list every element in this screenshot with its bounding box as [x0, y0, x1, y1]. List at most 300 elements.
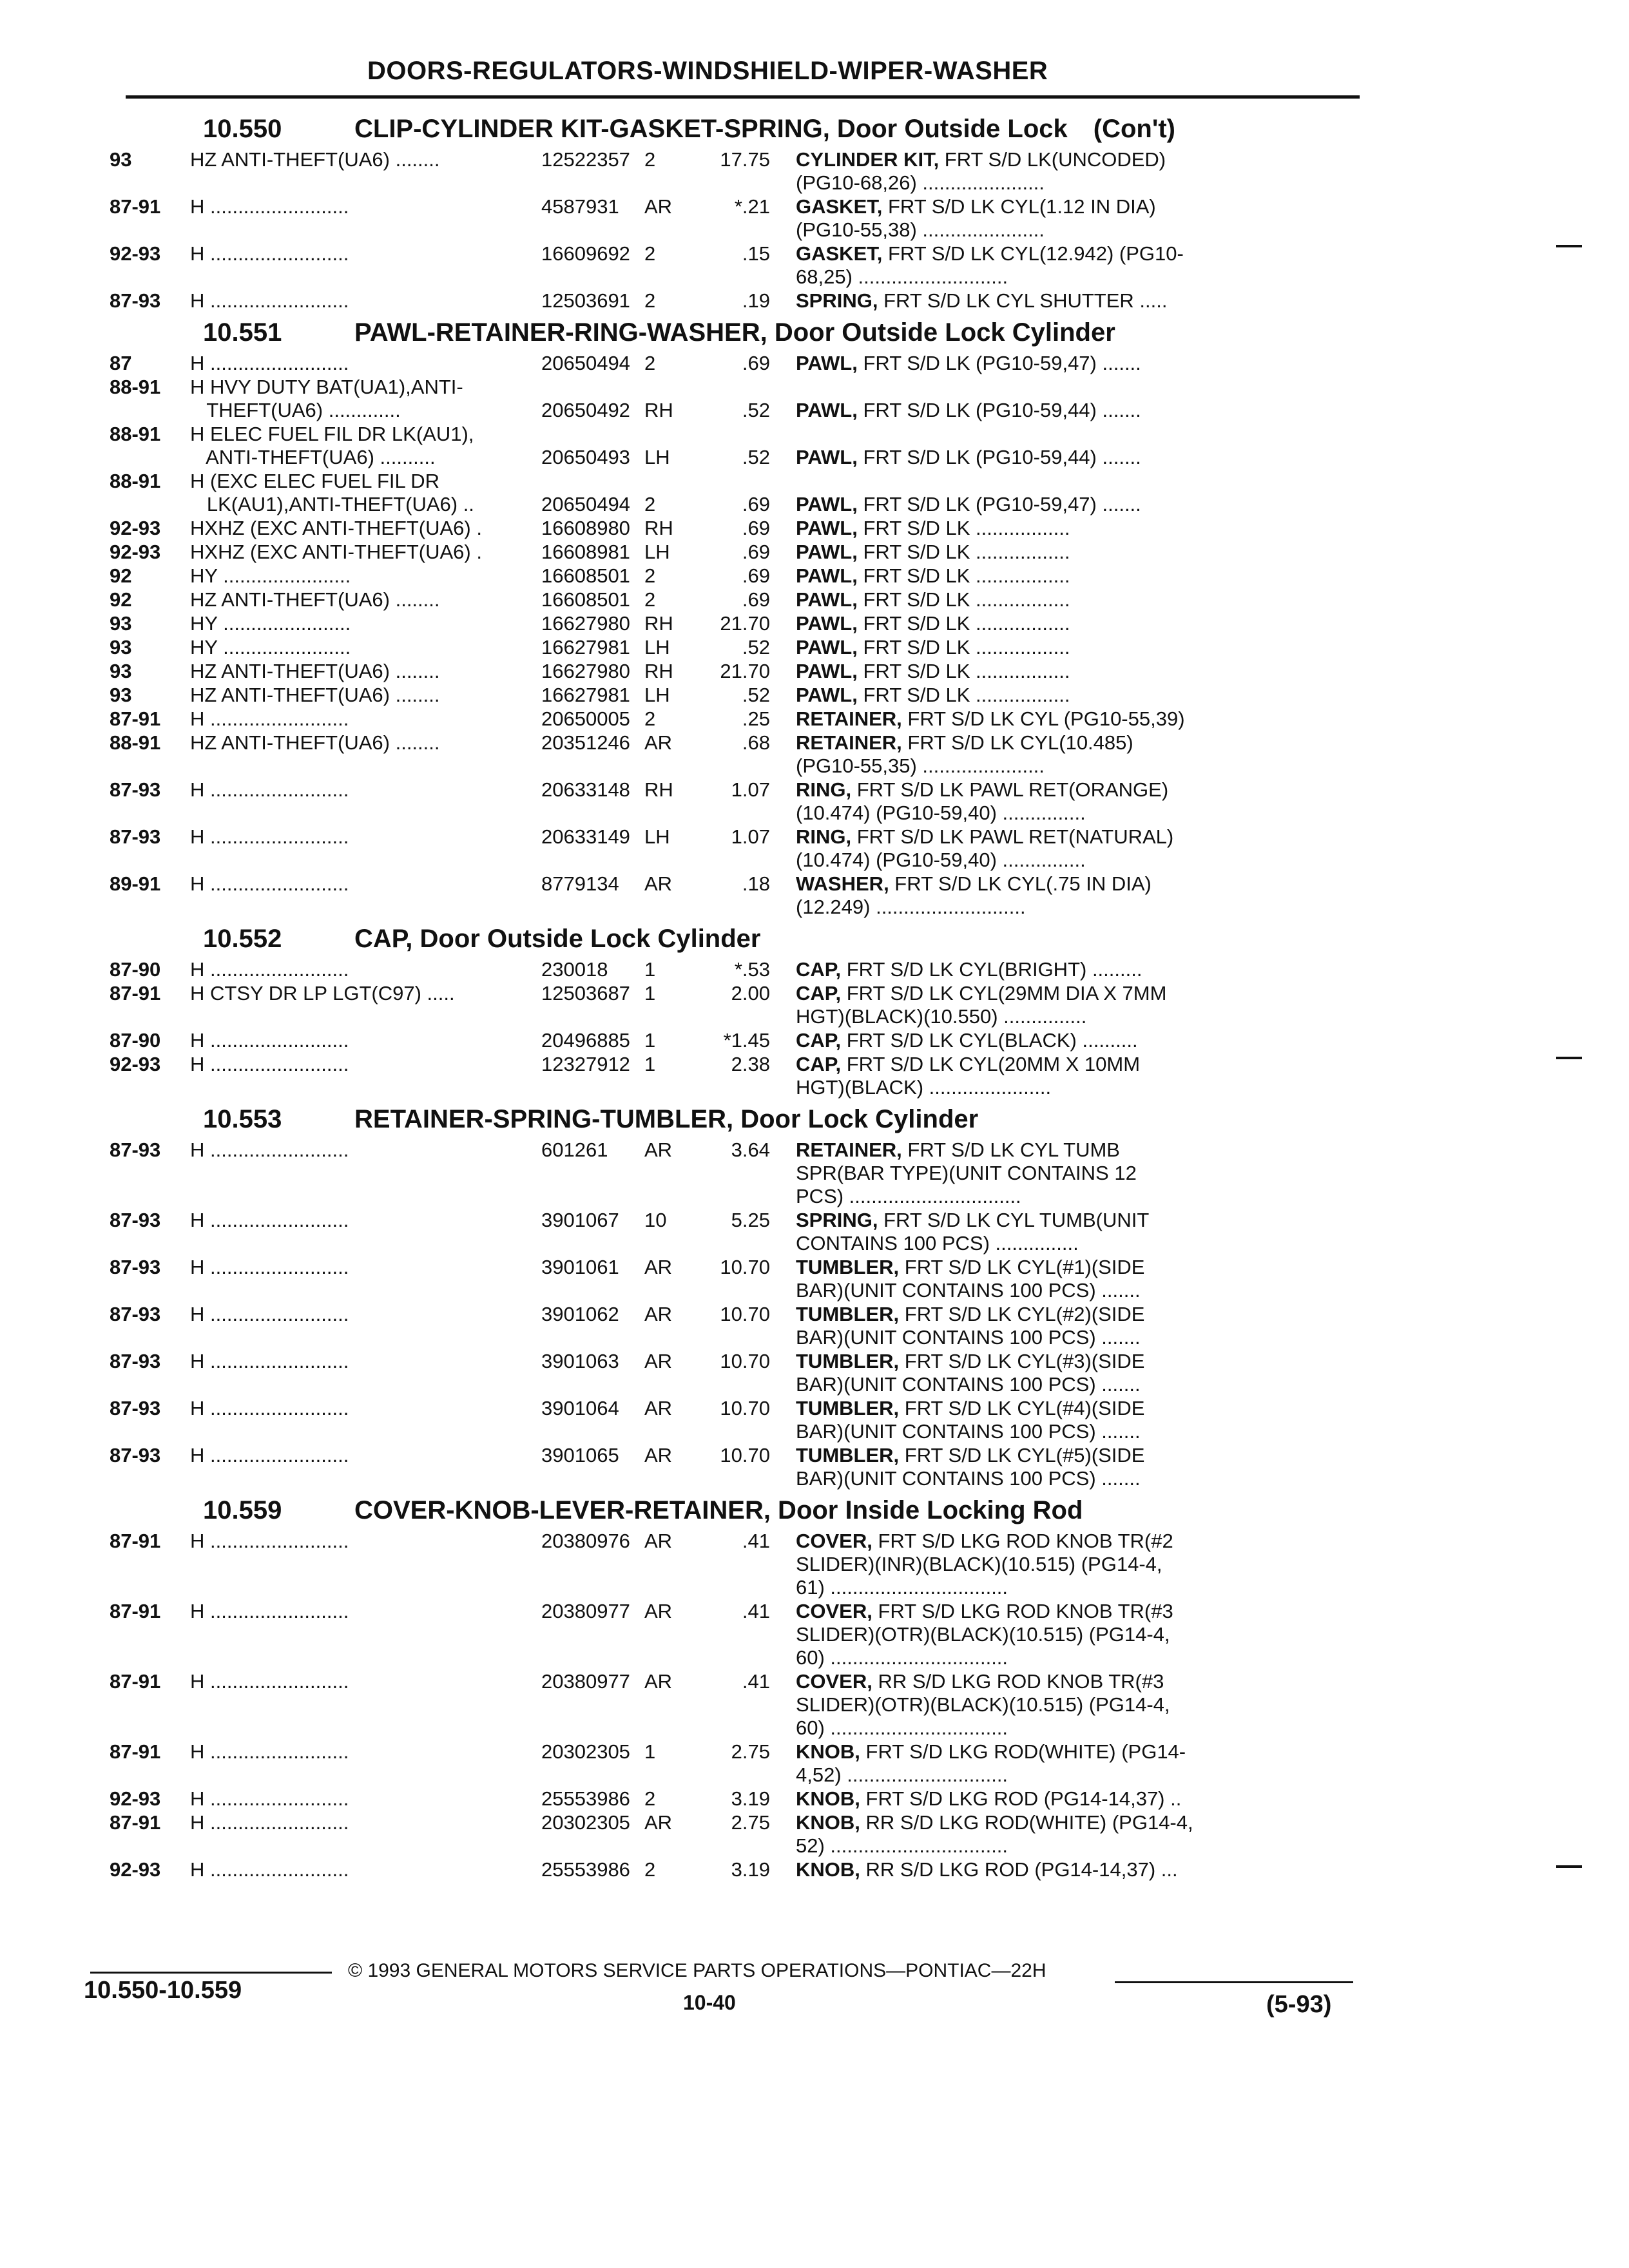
part-name: RING,: [796, 825, 852, 848]
part-number: 20650492: [541, 399, 630, 421]
part-number: 20496885: [541, 1029, 630, 1052]
section-number: 10.553: [203, 1105, 282, 1133]
part-name: TUMBLER,: [796, 1397, 900, 1419]
part-description: [796, 1053, 1360, 1099]
price: 5.25: [731, 1209, 770, 1231]
part-description: [796, 423, 1360, 469]
part-detail: FRT S/D LK (PG10-59,44) .......: [857, 399, 1141, 421]
part-name: RETAINER,: [796, 707, 902, 730]
quantity: LH: [644, 684, 670, 706]
part-number: 12522357: [541, 148, 630, 171]
application: H .........................: [190, 872, 349, 895]
model-years: 87-93: [110, 1350, 161, 1372]
model-years: 92-93: [110, 1858, 161, 1881]
footer-rule-left: [90, 1972, 332, 1974]
part-description: [796, 825, 1360, 872]
part-name: PAWL,: [796, 446, 858, 468]
price: 3.64: [731, 1139, 770, 1161]
quantity: AR: [644, 1397, 673, 1419]
model-years: 92-93: [110, 541, 161, 563]
part-number: 4587931: [541, 195, 619, 218]
part-description: [796, 1787, 1360, 1811]
part-detail: FRT S/D LKG ROD (PG14-14,37) ..: [860, 1787, 1182, 1810]
quantity: RH: [644, 612, 673, 635]
part-detail: FRT S/D LKG ROD(WHITE) (PG14- 4,52) .............................: [796, 1740, 1186, 1786]
part-name: CAP,: [796, 1053, 842, 1075]
part-detail: FRT S/D LK CYL(20MM X 10MM HGT)(BLACK) ......................: [796, 1053, 1141, 1099]
price: 10.70: [720, 1444, 770, 1466]
price: 10.70: [720, 1303, 770, 1325]
part-name: COVER,: [796, 1600, 872, 1622]
quantity: 1: [644, 1053, 656, 1075]
part-row: [110, 958, 1360, 981]
quantity: RH: [644, 660, 673, 682]
part-row: [110, 1029, 1360, 1052]
part-description: [796, 470, 1360, 516]
price: .69: [742, 517, 770, 539]
price: 21.70: [720, 660, 770, 682]
part-row: [110, 564, 1360, 588]
part-detail: FRT S/D LKG ROD KNOB TR(#3 SLIDER)(OTR)(BLACK)(10.515) (PG14-4, 60) ................................: [796, 1600, 1173, 1669]
part-name: RETAINER,: [796, 731, 902, 754]
part-row: [110, 1303, 1360, 1349]
section-heading: [110, 1491, 1360, 1530]
part-number: 16627980: [541, 612, 630, 635]
part-description: [796, 1600, 1360, 1669]
part-row: [110, 195, 1360, 242]
part-name: CAP,: [796, 1029, 842, 1052]
part-detail: FRT S/D LK .................: [857, 517, 1070, 539]
price: 2.75: [731, 1740, 770, 1763]
footer-rule-right: [1115, 1981, 1353, 1983]
part-row: [110, 423, 1360, 469]
price: 3.19: [731, 1858, 770, 1881]
part-detail: FRT S/D LK (PG10-59,47) .......: [857, 493, 1141, 515]
quantity: 1: [644, 958, 656, 981]
part-name: PAWL,: [796, 541, 858, 563]
model-years: 93: [110, 660, 132, 682]
model-years: 87-91: [110, 1670, 161, 1693]
model-years: 93: [110, 612, 132, 635]
section-number: 10.559: [203, 1496, 282, 1524]
price: .69: [742, 541, 770, 563]
price: .52: [742, 399, 770, 421]
model-years: 87-93: [110, 1303, 161, 1325]
section-title: PAWL-RETAINER-RING-WASHER, Door Outside Lock Cylinder: [354, 318, 1115, 347]
model-years: 87-91: [110, 1530, 161, 1552]
model-years: 87-91: [110, 195, 161, 218]
application: HY .......................: [190, 636, 351, 658]
part-row: [110, 982, 1360, 1028]
application: H .........................: [190, 1256, 349, 1278]
price: .19: [742, 289, 770, 312]
quantity: AR: [644, 1139, 673, 1161]
part-number: 3901062: [541, 1303, 619, 1325]
price: .25: [742, 707, 770, 730]
part-row: [110, 541, 1360, 564]
quantity: LH: [644, 636, 670, 658]
part-number: 20302305: [541, 1740, 630, 1763]
part-detail: FRT S/D LK CYL(.75 IN DIA) (12.249) ...........................: [796, 872, 1152, 918]
application: H .........................: [190, 707, 349, 730]
part-description: [796, 872, 1360, 919]
part-description: [796, 541, 1360, 564]
margin-mark: [1556, 245, 1582, 247]
application: H .........................: [190, 1139, 349, 1161]
part-name: KNOB,: [796, 1787, 860, 1810]
part-number: 25553986: [541, 1787, 630, 1810]
quantity: 2: [644, 242, 656, 265]
part-detail: FRT S/D LK CYL(12.942) (PG10- 68,25) ...........................: [796, 242, 1184, 288]
part-detail: FRT S/D LK CYL(BRIGHT) .........: [841, 958, 1142, 981]
model-years: 87-91: [110, 1740, 161, 1763]
model-years: 87: [110, 352, 132, 374]
application: H .........................: [190, 1670, 349, 1693]
part-number: 20633148: [541, 778, 630, 801]
price: *1.45: [723, 1029, 770, 1052]
part-row: [110, 1444, 1360, 1490]
part-detail: RR S/D LKG ROD (PG14-14,37) ...: [860, 1858, 1178, 1881]
part-row: [110, 1600, 1360, 1669]
application: HY .......................: [190, 612, 351, 635]
price: 1.07: [731, 778, 770, 801]
application: H HVY DUTY BAT(UA1),ANTI- THEFT(UA6) .............: [190, 376, 463, 421]
price: .52: [742, 446, 770, 468]
model-years: 93: [110, 684, 132, 706]
price: .52: [742, 636, 770, 658]
part-description: [796, 636, 1360, 659]
model-years: 87-93: [110, 1139, 161, 1161]
application: H .........................: [190, 1600, 349, 1622]
part-description: [796, 684, 1360, 707]
part-description: [796, 1029, 1360, 1052]
quantity: AR: [644, 1530, 673, 1552]
application: H .........................: [190, 352, 349, 374]
part-number: 20380976: [541, 1530, 630, 1552]
part-row: [110, 588, 1360, 611]
model-years: 87-93: [110, 1256, 161, 1278]
part-name: GASKET,: [796, 242, 883, 265]
model-years: 87-93: [110, 825, 161, 848]
part-description: [796, 731, 1360, 778]
application: HZ ANTI-THEFT(UA6) ........: [190, 684, 440, 706]
section-number: 10.552: [203, 925, 282, 953]
footer-page-number: 10-40: [683, 1991, 736, 2014]
part-detail: RR S/D LKG ROD KNOB TR(#3 SLIDER)(OTR)(BLACK)(10.515) (PG14-4, 60) ................................: [796, 1670, 1170, 1739]
part-description: [796, 1670, 1360, 1740]
section-title: CAP, Door Outside Lock Cylinder: [354, 925, 761, 953]
application: H .........................: [190, 1397, 349, 1419]
part-number: 3901063: [541, 1350, 619, 1372]
section-heading: [110, 919, 1360, 958]
part-detail: FRT S/D LK CYL TUMB(UNIT CONTAINS 100 PCS) ...............: [796, 1209, 1150, 1254]
part-number: 20633149: [541, 825, 630, 848]
part-description: [796, 1209, 1360, 1255]
application: H .........................: [190, 289, 349, 312]
footer-date: (5-93): [1266, 1991, 1332, 2018]
copyright-text: © 1993 GENERAL MOTORS SERVICE PARTS OPERATIONS—PONTIAC—22H: [348, 1960, 1046, 1981]
part-row: [110, 1811, 1360, 1858]
part-name: CYLINDER KIT,: [796, 148, 940, 171]
part-row: [110, 1053, 1360, 1099]
part-name: KNOB,: [796, 1858, 860, 1881]
part-detail: FRT S/D LK CYL(#1)(SIDE BAR)(UNIT CONTAINS 100 PCS) .......: [796, 1256, 1145, 1302]
part-detail: FRT S/D LK CYL(29MM DIA X 7MM HGT)(BLACK)(10.550) ...............: [796, 982, 1167, 1028]
price: .69: [742, 564, 770, 587]
quantity: AR: [644, 1670, 673, 1693]
quantity: RH: [644, 778, 673, 801]
part-detail: FRT S/D LK CYL (PG10-55,39): [901, 707, 1185, 730]
part-description: [796, 148, 1360, 195]
price: .41: [742, 1670, 770, 1693]
part-name: RING,: [796, 778, 852, 801]
part-detail: FRT S/D LK CYL SHUTTER .....: [878, 289, 1168, 312]
application: H .........................: [190, 1530, 349, 1552]
part-row: [110, 778, 1360, 825]
price: .69: [742, 588, 770, 611]
model-years: 87-91: [110, 1600, 161, 1622]
part-number: 16608981: [541, 541, 630, 563]
part-row: [110, 660, 1360, 683]
part-detail: FRT S/D LK CYL(#2)(SIDE BAR)(UNIT CONTAINS 100 PCS) .......: [796, 1303, 1145, 1349]
part-number: 20351246: [541, 731, 630, 754]
application: HZ ANTI-THEFT(UA6) ........: [190, 660, 440, 682]
part-name: TUMBLER,: [796, 1444, 900, 1466]
quantity: AR: [644, 1444, 673, 1466]
part-description: [796, 588, 1360, 611]
part-description: [796, 660, 1360, 683]
part-name: PAWL,: [796, 612, 858, 635]
section-continued: (Con't): [1093, 115, 1175, 143]
part-row: [110, 1350, 1360, 1396]
part-detail: FRT S/D LK CYL(1.12 IN DIA) (PG10-55,38) ......................: [796, 195, 1156, 241]
part-number: 16609692: [541, 242, 630, 265]
price: 10.70: [720, 1256, 770, 1278]
part-name: COVER,: [796, 1670, 872, 1693]
part-description: [796, 1740, 1360, 1787]
price: *.21: [734, 195, 770, 218]
part-number: 3901065: [541, 1444, 619, 1466]
application: H (EXC ELEC FUEL FIL DR LK(AU1),ANTI-THEFT(UA6) ..: [190, 470, 474, 515]
part-number: 12503691: [541, 289, 630, 312]
part-number: 20650493: [541, 446, 630, 468]
part-detail: FRT S/D LK(UNCODED) (PG10-68,26) ......................: [796, 148, 1166, 194]
application: H .........................: [190, 242, 349, 265]
part-name: TUMBLER,: [796, 1303, 900, 1325]
part-number: 25553986: [541, 1858, 630, 1881]
price: .69: [742, 493, 770, 515]
quantity: 2: [644, 588, 656, 611]
application: H .........................: [190, 1811, 349, 1834]
model-years: 87-90: [110, 958, 161, 981]
section-number: 10.550: [203, 115, 282, 143]
part-number: 20650494: [541, 352, 630, 374]
parts-listing: [110, 110, 1360, 1882]
part-detail: FRT S/D LK PAWL RET(NATURAL) (10.474) (PG10-59,40) ...............: [796, 825, 1174, 871]
application: HXHZ (EXC ANTI-THEFT(UA6) .: [190, 517, 482, 539]
part-detail: FRT S/D LK .................: [857, 660, 1070, 682]
part-row: [110, 352, 1360, 375]
part-row: [110, 1530, 1360, 1599]
application: H .........................: [190, 1029, 349, 1052]
part-description: [796, 242, 1360, 289]
part-description: [796, 352, 1360, 375]
model-years: 92: [110, 564, 132, 587]
application: H .........................: [190, 1053, 349, 1075]
part-number: 601261: [541, 1139, 608, 1161]
model-years: 88-91: [110, 470, 161, 492]
part-row: [110, 376, 1360, 422]
part-number: 16627981: [541, 636, 630, 658]
part-row: [110, 1670, 1360, 1740]
price: 2.00: [731, 982, 770, 1004]
section-heading: [110, 1100, 1360, 1139]
part-name: SPRING,: [796, 289, 878, 312]
application: H .........................: [190, 1740, 349, 1763]
section-number: 10.551: [203, 318, 282, 347]
quantity: 1: [644, 1029, 656, 1052]
part-description: [796, 195, 1360, 242]
model-years: 87-93: [110, 1397, 161, 1419]
model-years: 89-91: [110, 872, 161, 895]
part-row: [110, 636, 1360, 659]
quantity: 10: [644, 1209, 667, 1231]
part-detail: FRT S/D LK .................: [857, 541, 1070, 563]
price: .15: [742, 242, 770, 265]
part-row: [110, 1139, 1360, 1208]
price: 17.75: [720, 148, 770, 171]
part-description: [796, 1530, 1360, 1599]
part-number: 20380977: [541, 1670, 630, 1693]
quantity: LH: [644, 825, 670, 848]
application: H .........................: [190, 1858, 349, 1881]
price: 1.07: [731, 825, 770, 848]
part-detail: FRT S/D LK (PG10-59,44) .......: [857, 446, 1141, 468]
quantity: RH: [644, 517, 673, 539]
model-years: 92-93: [110, 242, 161, 265]
part-row: [110, 731, 1360, 778]
part-number: 16627980: [541, 660, 630, 682]
model-years: 87-91: [110, 982, 161, 1004]
price: .68: [742, 731, 770, 754]
part-name: PAWL,: [796, 493, 858, 515]
part-description: [796, 1397, 1360, 1443]
part-detail: FRT S/D LK .................: [857, 612, 1070, 635]
part-detail: FRT S/D LK CYL(#5)(SIDE BAR)(UNIT CONTAINS 100 PCS) .......: [796, 1444, 1145, 1490]
part-row: [110, 1397, 1360, 1443]
part-description: [796, 612, 1360, 635]
part-detail: FRT S/D LK CYL(#4)(SIDE BAR)(UNIT CONTAINS 100 PCS) .......: [796, 1397, 1145, 1443]
application: H .........................: [190, 1350, 349, 1372]
quantity: AR: [644, 1256, 673, 1278]
application: HZ ANTI-THEFT(UA6) ........: [190, 731, 440, 754]
part-name: KNOB,: [796, 1811, 860, 1834]
section-heading: [110, 110, 1360, 148]
price: .18: [742, 872, 770, 895]
part-detail: FRT S/D LK CYL TUMB SPR(BAR TYPE)(UNIT CONTAINS 12 PCS) ...............................: [796, 1139, 1137, 1207]
part-name: TUMBLER,: [796, 1256, 900, 1278]
quantity: AR: [644, 1303, 673, 1325]
part-name: PAWL,: [796, 684, 858, 706]
model-years: 92: [110, 588, 132, 611]
part-detail: FRT S/D LK .................: [857, 684, 1070, 706]
part-name: PAWL,: [796, 636, 858, 658]
part-number: 8779134: [541, 872, 619, 895]
model-years: 88-91: [110, 376, 161, 398]
part-description: [796, 1811, 1360, 1858]
part-row: [110, 148, 1360, 195]
part-row: [110, 707, 1360, 731]
part-description: [796, 778, 1360, 825]
margin-mark: [1556, 1865, 1582, 1868]
header-rule: [126, 95, 1360, 99]
model-years: 88-91: [110, 423, 161, 445]
price: 10.70: [720, 1397, 770, 1419]
part-description: [796, 1303, 1360, 1349]
part-row: [110, 825, 1360, 872]
price: 21.70: [720, 612, 770, 635]
price: 2.75: [731, 1811, 770, 1834]
part-name: PAWL,: [796, 660, 858, 682]
application: H .........................: [190, 778, 349, 801]
model-years: 93: [110, 636, 132, 658]
price: *.53: [734, 958, 770, 981]
quantity: 1: [644, 982, 656, 1004]
model-years: 92-93: [110, 517, 161, 539]
part-name: PAWL,: [796, 399, 858, 421]
part-row: [110, 1209, 1360, 1255]
part-row: [110, 684, 1360, 707]
price: .41: [742, 1600, 770, 1622]
part-detail: FRT S/D LK PAWL RET(ORANGE) (10.474) (PG10-59,40) ...............: [796, 778, 1169, 824]
part-number: 20650494: [541, 493, 630, 515]
part-description: [796, 982, 1360, 1028]
part-description: [796, 376, 1360, 422]
application: H .........................: [190, 958, 349, 981]
model-years: 87-93: [110, 1209, 161, 1231]
part-row: [110, 289, 1360, 312]
application: H .........................: [190, 1303, 349, 1325]
application: HXHZ (EXC ANTI-THEFT(UA6) .: [190, 541, 482, 563]
application: HZ ANTI-THEFT(UA6) ........: [190, 588, 440, 611]
part-detail: FRT S/D LK CYL(#3)(SIDE BAR)(UNIT CONTAINS 100 PCS) .......: [796, 1350, 1145, 1396]
part-name: PAWL,: [796, 517, 858, 539]
price: 3.19: [731, 1787, 770, 1810]
part-name: CAP,: [796, 958, 842, 981]
part-name: WASHER,: [796, 872, 889, 895]
part-name: SPRING,: [796, 1209, 878, 1231]
part-row: [110, 1740, 1360, 1787]
part-number: 20380977: [541, 1600, 630, 1622]
model-years: 92-93: [110, 1787, 161, 1810]
quantity: 2: [644, 1858, 656, 1881]
part-name: PAWL,: [796, 564, 858, 587]
part-detail: FRT S/D LK (PG10-59,47) .......: [857, 352, 1141, 374]
part-name: GASKET,: [796, 195, 883, 218]
part-row: [110, 1256, 1360, 1302]
quantity: 2: [644, 707, 656, 730]
part-name: CAP,: [796, 982, 842, 1004]
model-years: 88-91: [110, 731, 161, 754]
part-detail: FRT S/D LK .................: [857, 564, 1070, 587]
part-number: 16627981: [541, 684, 630, 706]
part-row: [110, 872, 1360, 919]
part-number: 16608501: [541, 564, 630, 587]
part-row: [110, 1858, 1360, 1881]
application: H .........................: [190, 1209, 349, 1231]
model-years: 92-93: [110, 1053, 161, 1075]
part-description: [796, 517, 1360, 540]
